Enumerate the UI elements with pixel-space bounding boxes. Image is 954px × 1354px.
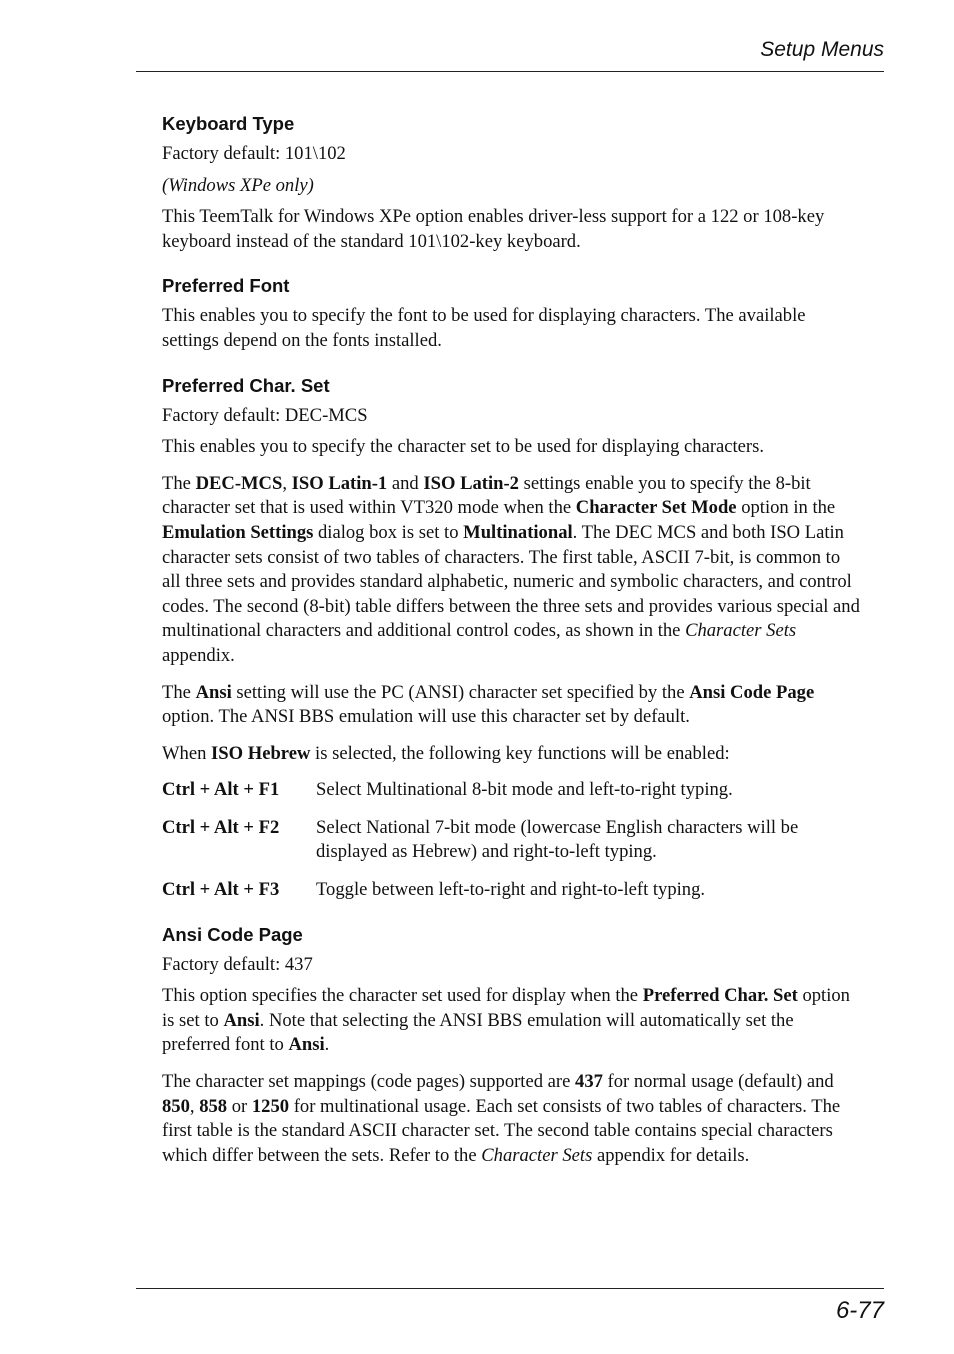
charset-paragraph-ansi: The Ansi setting will use the PC (ANSI) character set specified by the Ansi Code Page option. The ANSI BBS emulation will use this character set by default. [162, 681, 815, 728]
page-number: 6-77 [835, 1297, 884, 1324]
preferred-charset-heading: Preferred Char. Set [162, 374, 330, 396]
charset-paragraph-hebrew: When ISO Hebrew is selected, the following key functions will be enabled: [162, 742, 730, 764]
key-description: Select National 7-bit mode (lowercase English characters will be displayed as Hebrew) and right-to-left typing. [316, 816, 799, 863]
charset-paragraph-dec-mcs: The DEC-MCS, ISO Latin-1 and ISO Latin-2 settings enable you to specify the 8-bit character set that is used within VT320 mode when the Character Set Mode option in the Emulation Settings dialog box is set to Multinational. The DEC MCS and both ISO Latin character sets consist of two tables of characters. The first table, ASCII 7-bit, is common to all three sets and provides standard alphabetic, numeric and symbolic characters, and control codes. The second (8-bit) table differs between the three sets and provides various special and multinational characters and additional control codes, as shown in the Character Sets appendix. [162, 472, 860, 666]
preferred-font-heading: Preferred Font [162, 275, 290, 297]
keyboard-type-desc: This TeemTalk for Windows XPe option enables driver-less support for a 122 or 108-key keyboard instead of the standard 101\102-key keyboard. [162, 206, 825, 252]
ansi-code-page-heading: Ansi Code Page [162, 923, 303, 945]
preferred-charset-desc: This enables you to specify the character set to be used for displaying characters. [162, 436, 765, 458]
ansi-code-page-default: Factory default: 437 [162, 953, 313, 975]
key-combo: Ctrl + Alt + F1 [162, 779, 280, 801]
ansi-code-page-paragraph-1: This option specifies the character set used for display when the Preferred Char. Set option is set to Ansi. Note that selecting the ANSI BBS emulation will automatically set the preferred font to Ansi. [162, 985, 850, 1056]
key-description: Toggle between left-to-right and right-to-left typing. [316, 879, 706, 901]
footer-rule [136, 1288, 884, 1289]
ansi-code-page-paragraph-2: The character set mappings (code pages) supported are 437 for normal usage (default) and 850, 858 or 1250 for multinational usage. Each set consists of two tables of characters. The first table is the standard ASCII character set. The second table contains special characters which differ between the sets. Refer to the Character Sets appendix for details. [162, 1071, 841, 1166]
key-combo: Ctrl + Alt + F3 [162, 879, 280, 901]
page-body [162, 112, 862, 1175]
keyboard-type-default: Factory default: 101\102 [162, 143, 346, 164]
preferred-charset-default: Factory default: DEC-MCS [162, 404, 368, 426]
header-rule [136, 71, 884, 72]
running-header: Setup Menus [760, 38, 884, 61]
hebrew-key-row [162, 878, 862, 903]
preferred-font-desc: This enables you to specify the font to be used for displaying characters. The available settings depend on the fonts installed. [162, 305, 806, 351]
hebrew-key-row [162, 778, 862, 803]
keyboard-type-heading: Keyboard Type [162, 113, 295, 134]
key-description: Select Multinational 8-bit mode and left-to-right typing. [316, 779, 733, 801]
hebrew-key-row [162, 816, 862, 865]
keyboard-type-note: (Windows XPe only) [162, 174, 314, 196]
key-combo: Ctrl + Alt + F2 [162, 816, 280, 838]
